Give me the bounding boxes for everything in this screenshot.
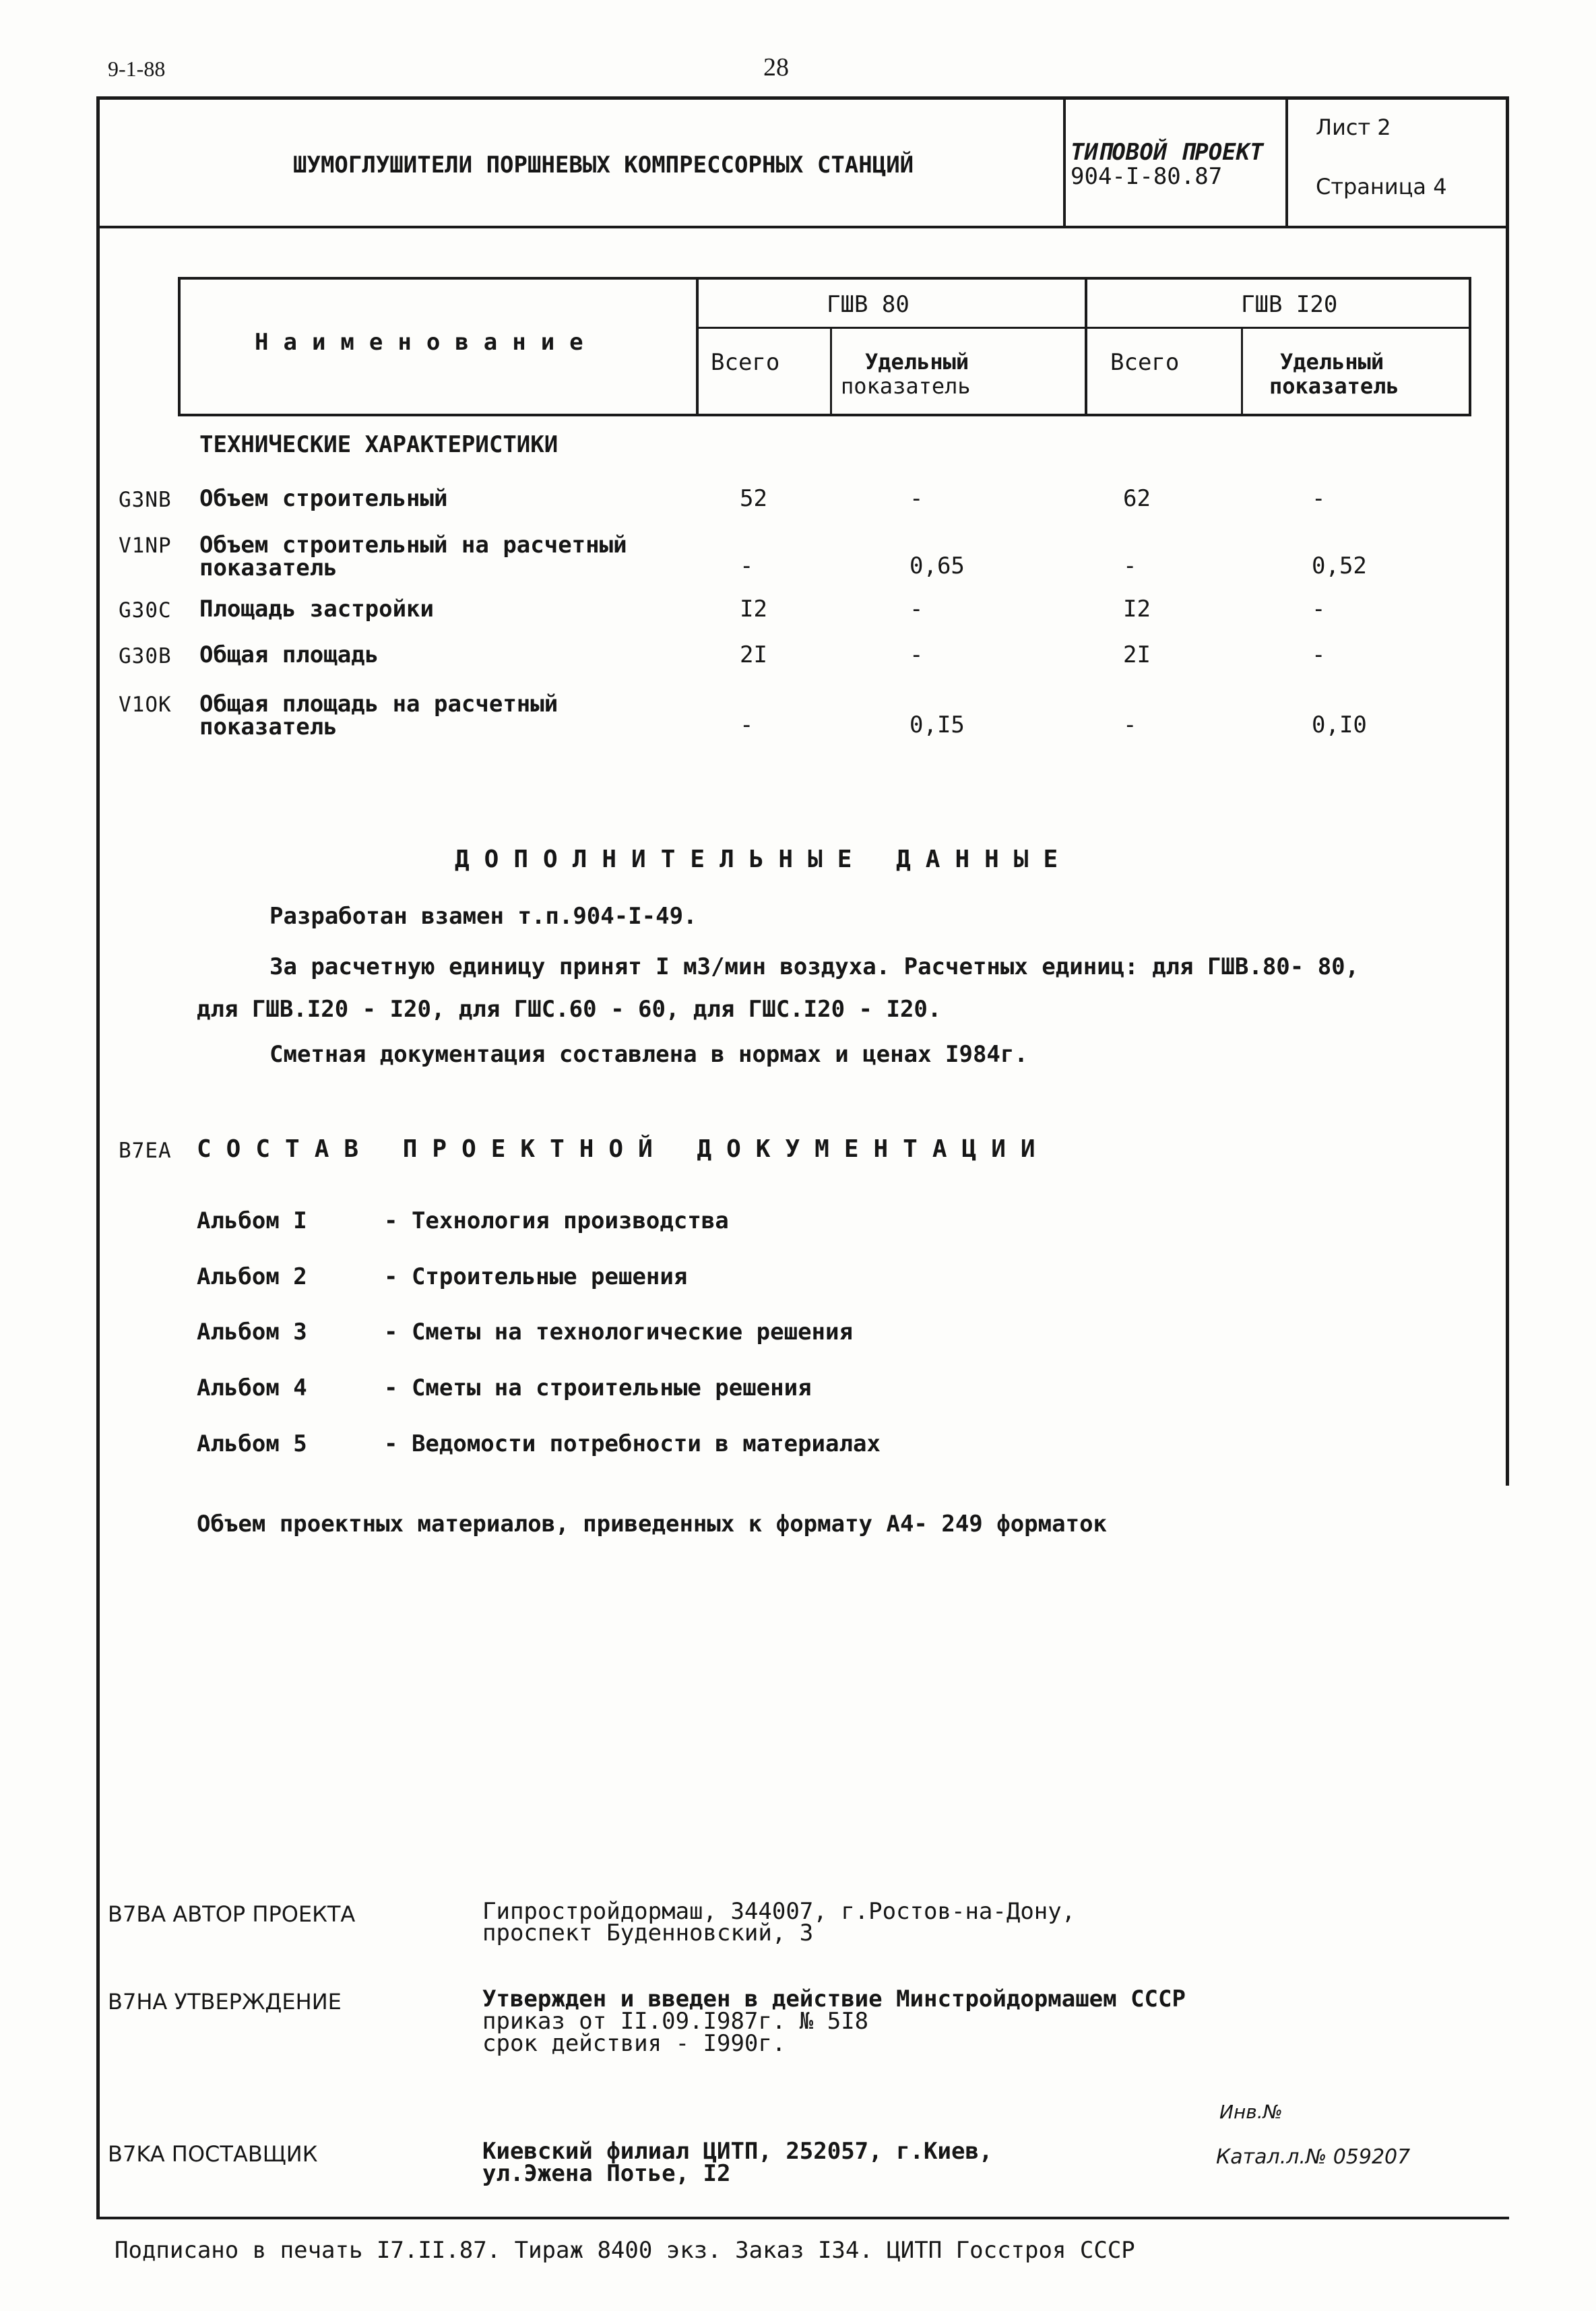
name-column-header: Наименование: [255, 329, 598, 356]
table-col-divider-2: [1241, 327, 1243, 416]
group-header-gshv80: ГШВ 80: [827, 291, 909, 318]
table-name-divider: [696, 277, 699, 416]
group-header-gshv120: ГШВ I20: [1241, 291, 1338, 318]
additional-paragraph-2-continued: для ГШВ.I20 - I20, для ГШС.60 - 60, для ГШС.I20 - I20.: [197, 996, 942, 1023]
col-total-1: Всего: [711, 349, 780, 376]
additional-paragraph-3: Сметная документация составлена в нормах и ценах I984г.: [269, 1041, 1028, 1068]
author-line-1: Гипростройдормаш, 344007, г.Ростов-на-Дону,: [482, 1898, 1076, 1925]
table-bottom: [178, 414, 1471, 416]
row-name: Объем строительный: [199, 485, 448, 512]
album-label: Альбом I: [197, 1207, 307, 1234]
print-info: Подписано в печать I7.II.87. Тираж 8400 экз. Заказ I34. ЦИТП Госстроя СССР: [115, 2237, 1135, 2264]
table-subheader-line: [696, 327, 1471, 329]
additional-paragraph-1: Разработан взамен т.п.904-I-49.: [269, 903, 697, 930]
documentation-volume: Объем проектных материалов, приведенных к формату А4- 249 форматок: [197, 1511, 1108, 1538]
row-value: -: [740, 552, 754, 579]
frame-right: [1506, 96, 1509, 1486]
approval-code: B7HA УТВЕРЖДЕНИЕ: [108, 1989, 342, 2015]
row-name: Объем строительный на расчетный: [199, 532, 627, 559]
document-title: ШУМОГЛУШИТЕЛИ ПОРШНЕВЫХ КОМПРЕССОРНЫХ СТАНЦИЙ: [293, 152, 914, 179]
supplier-line-1: Киевский филиал ЦИТП, 252057, г.Киев,: [482, 2138, 993, 2165]
author-line-2: проспект Буденновский, 3: [482, 1920, 814, 1946]
approval-line-3: срок действия - I990г.: [482, 2030, 786, 2057]
row-name: Общая площадь: [199, 641, 379, 668]
col-specific-2-l2: показатель: [1269, 373, 1399, 399]
page-number: 28: [763, 53, 789, 82]
sheet-label: Лист 2: [1316, 115, 1391, 140]
row-value: I2: [1123, 596, 1151, 623]
catalog-number: Катал.л.№ 059207: [1216, 2145, 1411, 2169]
row-code: V1NP: [119, 534, 172, 558]
row-name: Площадь застройки: [199, 596, 434, 623]
row-code: G3NB: [119, 488, 172, 512]
table-right: [1469, 277, 1471, 416]
approval-line-2: приказ от II.09.I987г. № 5I8: [482, 2008, 869, 2035]
frame-left: [96, 96, 100, 2219]
row-value: 0,65: [909, 552, 965, 579]
additional-data-title: ДОПОЛНИТЕЛЬНЫЕ ДАННЫЕ: [455, 846, 1073, 873]
album-description: - Сметы на технологические решения: [384, 1319, 853, 1346]
album-label: Альбом 5: [197, 1430, 307, 1457]
album-label: Альбом 2: [197, 1263, 307, 1290]
approval-line-1: Утвержден и введен в действие Минстройдормашем СССР: [482, 1986, 1186, 2013]
col-specific-2-l1: Удельный: [1280, 349, 1384, 375]
header-divider-2: [1285, 96, 1288, 227]
row-value: -: [1123, 711, 1137, 738]
composition-title: СОСТАВ ПРОЕКТНОЙ ДОКУМЕНТАЦИИ: [197, 1135, 1050, 1163]
composition-code: B7EA: [119, 1139, 172, 1163]
page-label: Страница 4: [1316, 174, 1447, 199]
author-code: B7BA АВТОР ПРОЕКТА: [108, 1901, 356, 1927]
frame-top: [96, 96, 1509, 100]
row-value: -: [1123, 552, 1137, 579]
row-value: I2: [740, 596, 767, 623]
row-value: -: [909, 596, 924, 623]
row-code: V1OK: [119, 693, 172, 717]
col-total-2: Всего: [1110, 349, 1180, 376]
row-value: 0,52: [1312, 552, 1367, 579]
row-code: G30B: [119, 644, 172, 668]
album-label: Альбом 3: [197, 1319, 307, 1346]
col-specific-1-l1: Удельный: [865, 349, 969, 375]
additional-paragraph-2: За расчетную единицу принят I м3/мин воздуха. Расчетных единиц: для ГШВ.80- 80,: [269, 953, 1360, 980]
row-value: 0,I5: [909, 711, 965, 738]
header-divider-1: [1063, 96, 1066, 227]
row-name: Общая площадь на расчетный: [199, 691, 558, 718]
album-description: - Технология производства: [384, 1207, 729, 1234]
album-description: - Строительные решения: [384, 1263, 688, 1290]
row-value: 2I: [740, 641, 767, 668]
row-value: -: [909, 485, 924, 512]
table-left: [178, 277, 181, 416]
row-value: 52: [740, 485, 767, 512]
sheet-code: 9-1-88: [108, 57, 166, 81]
row-value: 2I: [1123, 641, 1151, 668]
row-value: -: [1312, 641, 1326, 668]
row-value: -: [1312, 485, 1326, 512]
row-code: G30C: [119, 598, 172, 623]
frame-bottom: [96, 2217, 1509, 2219]
section-title: ТЕХНИЧЕСКИЕ ХАРАКТЕРИСТИКИ: [199, 431, 558, 458]
header-bottom-line: [96, 226, 1509, 228]
table-col-divider-1: [830, 327, 832, 416]
supplier-code: B7KA ПОСТАВЩИК: [108, 2141, 318, 2167]
col-specific-1-l2: показатель: [841, 373, 971, 399]
album-description: - Ведомости потребности в материалах: [384, 1430, 881, 1457]
supplier-line-2: ул.Эжена Потье, I2: [482, 2160, 731, 2187]
row-value: 62: [1123, 485, 1151, 512]
row-value: -: [909, 641, 924, 668]
project-label: ТИПОВОЙ ПРОЕКТ: [1071, 139, 1264, 166]
album-label: Альбом 4: [197, 1374, 307, 1401]
row-value: -: [740, 711, 754, 738]
inventory-label: Инв.№: [1219, 2101, 1283, 2123]
table-top: [178, 277, 1471, 280]
table-group-divider: [1085, 277, 1087, 416]
row-name-continued: показатель: [199, 714, 338, 740]
row-value: 0,I0: [1312, 711, 1367, 738]
project-number: 904-I-80.87: [1071, 163, 1223, 190]
row-value: -: [1312, 596, 1326, 623]
album-description: - Сметы на строительные решения: [384, 1374, 812, 1401]
row-name-continued: показатель: [199, 555, 338, 581]
